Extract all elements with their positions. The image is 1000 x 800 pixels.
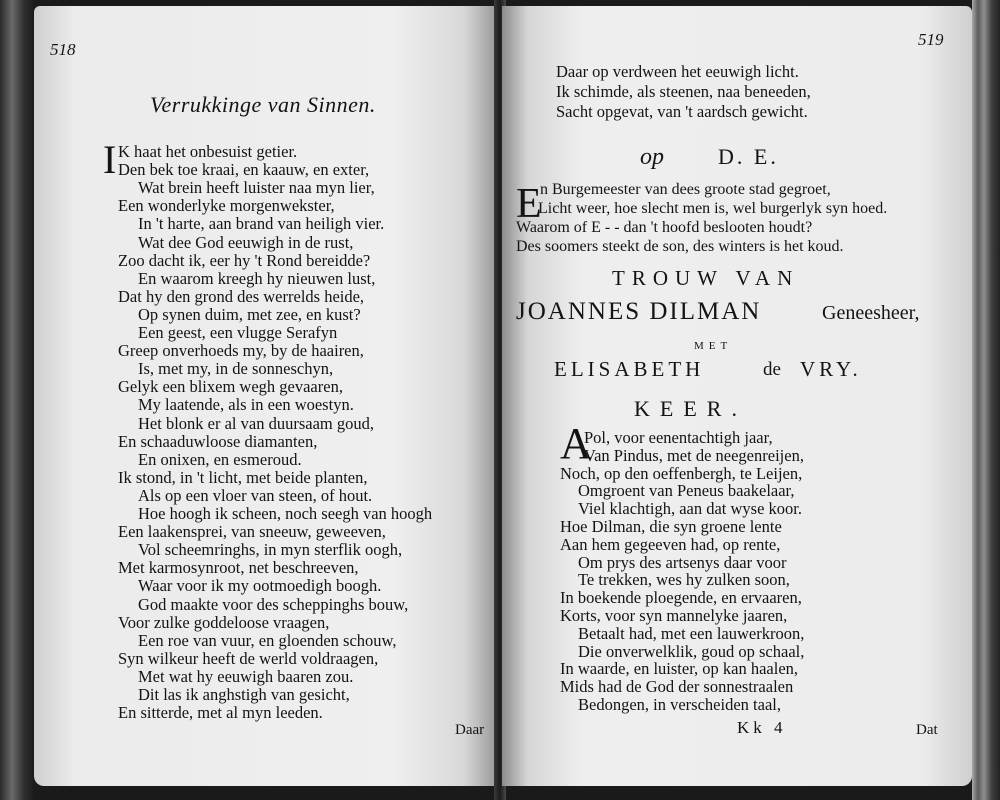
- verse-line: In waarde, en luister, op kan haalen,: [560, 659, 799, 679]
- epigram-heading: D. E.: [718, 144, 779, 169]
- left-page-number: 518: [50, 40, 76, 59]
- title-line-1: TROUW VAN: [612, 266, 800, 290]
- verse-line: Voor zulke goddeloose vraagen,: [118, 612, 330, 632]
- right-catchword: Dat: [916, 722, 938, 738]
- verse-line: Omgroent van Peneus baakelaar,: [578, 481, 795, 501]
- verse-line: Te trekken, wes hy zulken soon,: [578, 570, 790, 590]
- title-met: MET: [694, 340, 733, 352]
- verse-line: Een geest, een vlugge Serafyn: [138, 323, 338, 342]
- verse-line: Als op een vloer van steen, of hout.: [138, 485, 373, 505]
- verse-line: Van Pindus, met de neegenreijen,: [584, 445, 804, 465]
- verse-line: In 't harte, aan brand van heiligh vier.: [138, 214, 385, 234]
- verse-line: Die onverwelklik, goud op schaal,: [578, 641, 805, 661]
- groom-profession: Geneesheer,: [822, 302, 920, 324]
- signature-mark: Kk 4: [737, 718, 787, 737]
- verse-line: Gelyk een blixem wegh gevaaren,: [118, 377, 343, 397]
- verse-line: Den bek toe kraai, en kaauw, en exter,: [118, 160, 370, 180]
- groom-name: JOANNES DILMAN: [516, 298, 762, 325]
- verse-line: Om prys des artsenys daar voor: [578, 552, 787, 572]
- verse-line: Wat brein heeft luister naa myn lier,: [138, 178, 375, 198]
- verse-line: In boekende ploegende, en ervaaren,: [560, 588, 802, 608]
- verse-line: En waarom kreegh hy nieuwen lust,: [138, 268, 376, 288]
- verse-line: Hoe Dilman, die syn groene lente: [560, 517, 782, 536]
- epigram-drop-cap: E: [516, 181, 542, 227]
- epigram-line: n Burgemeester van dees groote stad gegroet,: [540, 181, 831, 198]
- verse-line: Ik schimde, als steenen, naa beneeden,: [556, 82, 811, 101]
- verse-line: Syn wilkeur heeft de werld voldraagen,: [118, 648, 379, 668]
- verse-line: Betaalt had, met een lauwerkroon,: [578, 623, 805, 643]
- verse-line: Waar voor ik my ootmoedigh boogh.: [138, 576, 382, 596]
- epigram-line: Waarom of E - - dan 't hoofd beslooten houdt?: [516, 219, 813, 236]
- verse-line: Aan hem gegeeven had, op rente,: [560, 534, 781, 554]
- verse-line: Hoe hoogh ik scheen, noch seegh van hoogh: [138, 504, 433, 523]
- verse-line: Een laakensprei, van sneeuw, geweeven,: [118, 522, 386, 542]
- verse-line: My laatende, als in een woestyn.: [138, 395, 354, 415]
- verse-line: Pol, voor eenentachtigh jaar,: [584, 428, 773, 447]
- verse-line: En sitterde, met al myn leeden.: [118, 703, 323, 723]
- verse-line: Het blonk er al van duursaam goud,: [138, 413, 374, 433]
- page-edges: [972, 0, 1000, 800]
- verse-line: Sacht opgevat, van 't aardsch gewicht.: [556, 102, 808, 121]
- verse-line: Vol scheemringhs, in myn sterflik oogh,: [138, 540, 403, 560]
- running-head: Verrukkinge van Sinnen.: [150, 92, 376, 117]
- left-drop-cap: I: [103, 137, 117, 182]
- bride-first-name: ELISABETH: [554, 357, 705, 381]
- left-catchword: Daar: [455, 722, 485, 738]
- verse-line: Met wat hy eeuwigh baaren zou.: [138, 666, 354, 686]
- epigram-line: Des soomers steekt de son, des winters is het koud.: [516, 238, 844, 255]
- verse-line: Daar op verdween het eeuwigh licht.: [556, 62, 799, 81]
- verse-line: Mids had de God der sonnestraalen: [560, 677, 794, 697]
- verse-line: Greep onverhoeds my, by de haairen,: [118, 341, 364, 361]
- verse-line: Viel klachtigh, aan dat wyse koor.: [578, 499, 802, 519]
- verse-line: Met karmosynroot, net beschreeven,: [118, 558, 359, 578]
- verse-line: Bedongen, in verscheiden taal,: [578, 695, 781, 714]
- verse-line: Een wonderlyke morgenwekster,: [118, 196, 335, 216]
- verse-line: Dat hy den grond des werrelds heide,: [118, 286, 365, 306]
- right-page-number: 519: [918, 30, 944, 49]
- verse-line: Ik stond, in 't licht, met beide planten,: [118, 467, 368, 487]
- verse-line: Op synen duim, met zee, en kust?: [138, 304, 361, 324]
- section-heading: KEER.: [634, 396, 747, 421]
- verse-line: Zoo dacht ik, eer hy 't Rond bereidde?: [118, 250, 371, 270]
- verse-line: God maakte voor des scheppinghs bouw,: [138, 594, 409, 614]
- verse-line: K haat het onbesuist getier.: [118, 142, 298, 161]
- verse-line: Korts, voor syn mannelyke jaaren,: [560, 606, 788, 625]
- verse-line: En schaaduwloose diamanten,: [118, 431, 318, 451]
- verse-line: Wat dee God eeuwigh in de rust,: [138, 232, 354, 252]
- epigram-op: op: [640, 144, 664, 170]
- epigram-line: Licht weer, hoe slecht men is, wel burgerlyk syn hoed.: [538, 200, 888, 217]
- verse-line: Noch, op den oeffenbergh, te Leijen,: [560, 463, 803, 483]
- poem-drop-cap: A: [560, 419, 592, 468]
- verse-line: Is, met my, in de sonneschyn,: [138, 359, 334, 379]
- bride-surname: VRY.: [800, 357, 862, 381]
- verse-line: En onixen, en esmeroud.: [138, 449, 302, 469]
- bride-de: de: [763, 359, 781, 380]
- verse-line: Een roe van vuur, en gloenden schouw,: [138, 630, 397, 650]
- verse-line: Dit las ik anghstigh van gesicht,: [138, 685, 350, 704]
